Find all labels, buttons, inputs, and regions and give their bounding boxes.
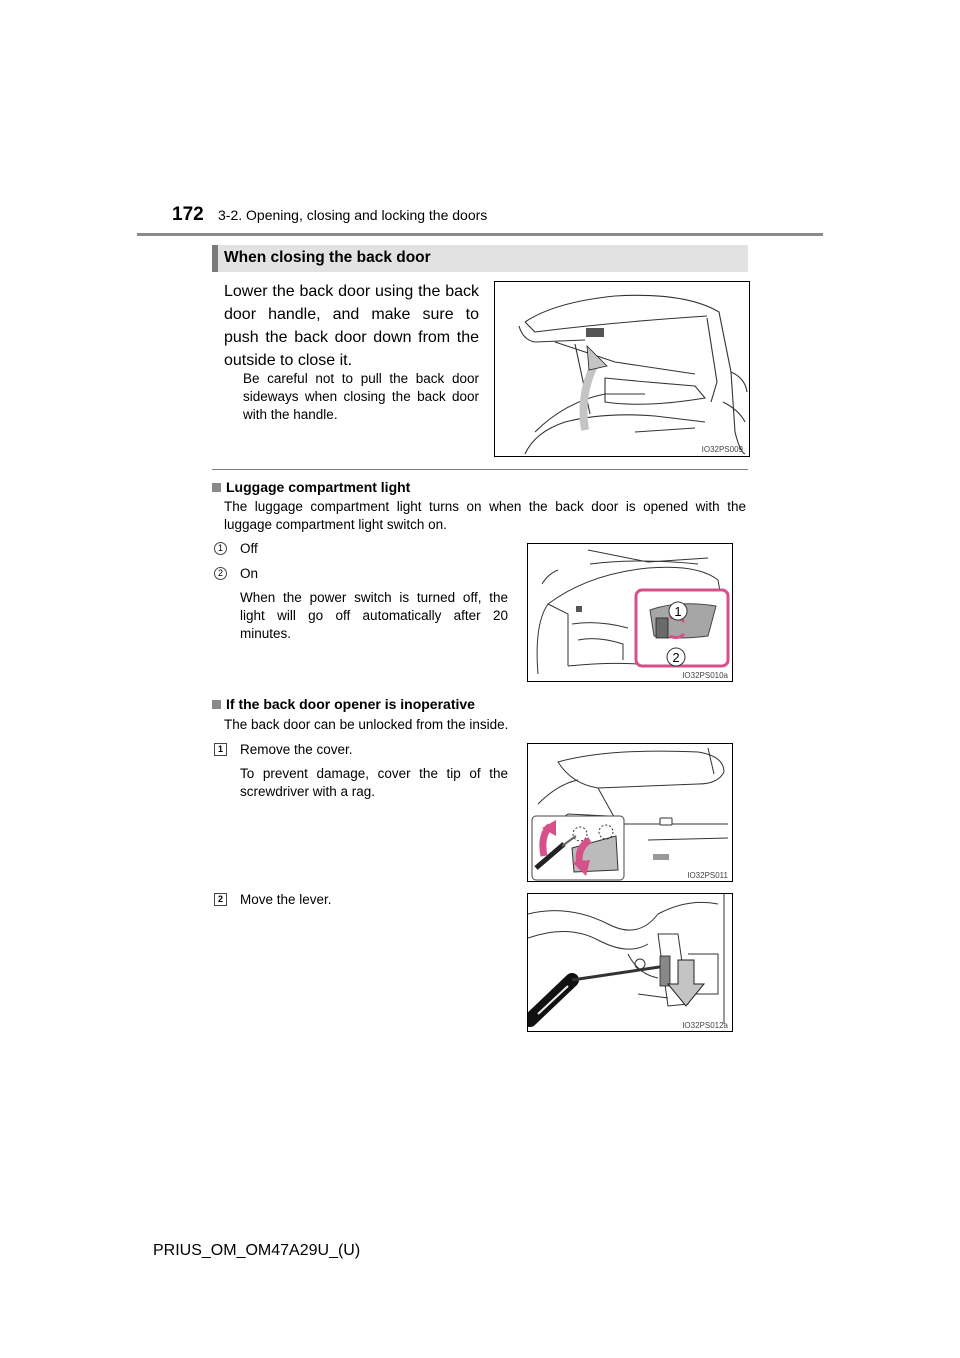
item-number-icon: 1 (214, 542, 227, 555)
header-rule (137, 233, 823, 236)
move-lever-illustration (528, 894, 732, 1031)
lift-arrow-shaft (584, 360, 598, 430)
figure-move-lever (527, 893, 733, 1032)
figure-id: IO32PS012a (682, 1021, 728, 1030)
closing-instructions: Lower the back door using the back door handle, and make sure to push the back door down from the outside to close it. (224, 283, 479, 369)
figure-remove-cover (527, 743, 733, 882)
step-1-note: To prevent damage, cover the tip of the screwdriver with a rag. (240, 766, 508, 799)
document-id: PRIUS_OM_OM47A29U_(U) (153, 1242, 361, 1259)
item-number-icon: 2 (214, 567, 227, 580)
release-lever (660, 956, 670, 986)
closing-caution: Be careful not to pull the back door sideways when closing the back door with the handle. (243, 371, 479, 422)
screwdriver-handle (530, 980, 572, 1020)
callout-1: 1 (674, 604, 682, 619)
figure-id: IO32PS009 (701, 445, 743, 454)
figure-luggage-light-switch (527, 543, 733, 682)
figure-id: IO32PS010a (682, 671, 728, 680)
step-number-icon: 2 (214, 893, 227, 906)
back-door-handle (586, 328, 604, 337)
auto-off-note: When the power switch is turned off, the light will go off automatically after 20 minutes. (240, 590, 508, 641)
remove-cover-illustration (528, 744, 732, 881)
section-heading-bar (212, 245, 218, 272)
back-door-illustration (495, 282, 749, 456)
down-arrow-icon (668, 960, 704, 1006)
inoperative-heading: If the back door opener is inoperative (212, 696, 475, 712)
luggage-light-heading: Luggage compartment light (212, 479, 410, 495)
item-label-off: Off (240, 541, 258, 556)
light-switch (656, 618, 668, 638)
step-2-label: Move the lever. (240, 892, 332, 907)
inoperative-body: The back door can be unlocked from the inside. (224, 717, 509, 732)
screwdriver-shaft (572, 966, 666, 980)
luggage-light-body: The luggage compartment light turns on when the back door is opened with the luggage compartment light switch on. (224, 499, 746, 532)
step-number-icon: 1 (214, 743, 227, 756)
section-heading (212, 245, 748, 272)
callout-2: 2 (672, 650, 680, 665)
section-divider (212, 469, 748, 470)
step-1-label: Remove the cover. (240, 742, 353, 757)
item-label-on: On (240, 566, 259, 581)
figure-back-door (494, 281, 750, 457)
page-number: 172 (172, 204, 204, 225)
square-bullet-icon (212, 700, 221, 709)
chapter-title: 3-2. Opening, closing and locking the doors (218, 207, 488, 223)
luggage-light-illustration (528, 544, 732, 681)
square-bullet-icon (212, 483, 221, 492)
section-heading-text: When closing the back door (224, 249, 431, 266)
figure-id: IO32PS011 (687, 871, 728, 880)
